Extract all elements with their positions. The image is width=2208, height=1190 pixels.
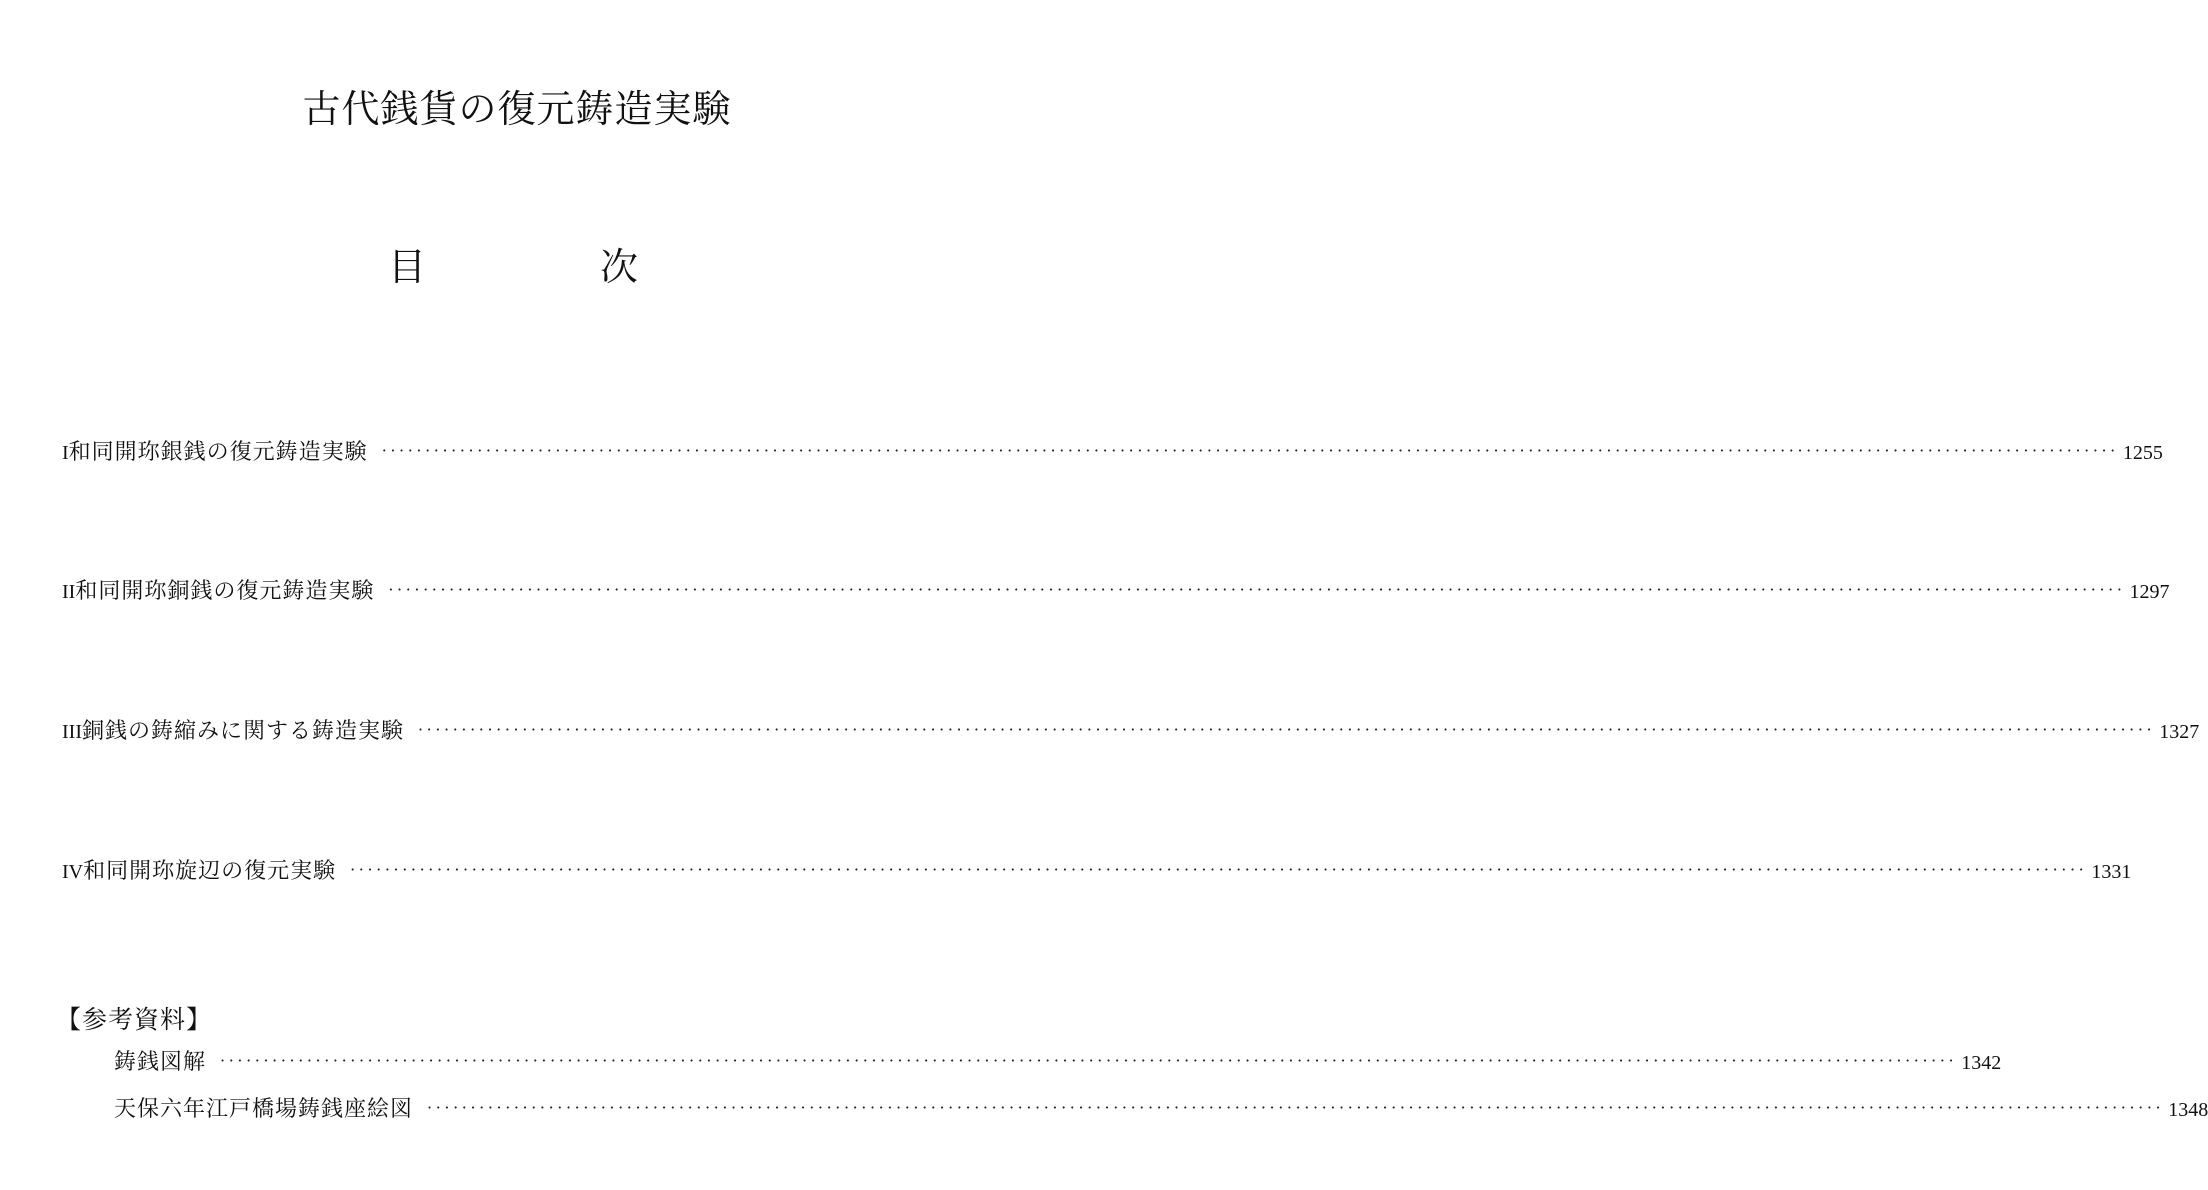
toc-heading-char-1: 目: [388, 245, 427, 289]
reference-entry-title: 天保六年江戸橋場鋳銭座絵図: [114, 1097, 414, 1122]
toc-entry-number: IV: [62, 861, 84, 883]
toc-leader-dots: ········································································································································································································: [418, 720, 2156, 739]
toc-heading-char-2: 次: [600, 245, 639, 289]
toc-entry: [62, 717, 2200, 747]
toc-leader-dots: ········································································································································································································: [220, 1051, 1958, 1070]
toc-entry-page: 1331: [2091, 861, 2132, 883]
toc-entry-page: 1297: [2129, 581, 2170, 603]
reference-entry: [114, 1048, 2002, 1078]
toc-entry: [62, 438, 2163, 468]
reference-heading: 【参考資料】: [56, 1005, 213, 1034]
toc-leader-dots: ········································································································································································································: [388, 580, 2126, 599]
toc-entry-title: 和同開珎旋辺の復元実験: [83, 859, 337, 884]
reference-entry: [114, 1095, 2208, 1125]
toc-heading: [0, 236, 1034, 289]
reference-entry-title: 鋳銭図解: [114, 1050, 207, 1075]
document-title: 古代銭貨の復元鋳造実験: [302, 87, 732, 131]
toc-leader-dots: ········································································································································································································: [381, 441, 2119, 460]
reference-entry-page: 1342: [1961, 1052, 2002, 1074]
toc-entry-number: III: [62, 721, 82, 743]
toc-entry-page: 1255: [2122, 442, 2163, 464]
toc-entry-page: 1327: [2159, 721, 2200, 743]
toc-entry-title: 和同開珎銅銭の復元鋳造実験: [75, 579, 375, 604]
toc-entry-title: 銅銭の鋳縮みに関する鋳造実験: [81, 719, 404, 744]
toc-entry-title: 和同開珎銀銭の復元鋳造実験: [68, 440, 368, 465]
toc-leader-dots: ········································································································································································································: [427, 1098, 2165, 1117]
toc-entry: [62, 577, 2170, 607]
toc-leader-dots: ········································································································································································································: [350, 860, 2088, 879]
toc-entry: [62, 857, 2132, 887]
toc-entry-number: II: [62, 581, 76, 603]
reference-entry-page: 1348: [2168, 1099, 2208, 1121]
toc-entry-number: I: [62, 442, 69, 464]
